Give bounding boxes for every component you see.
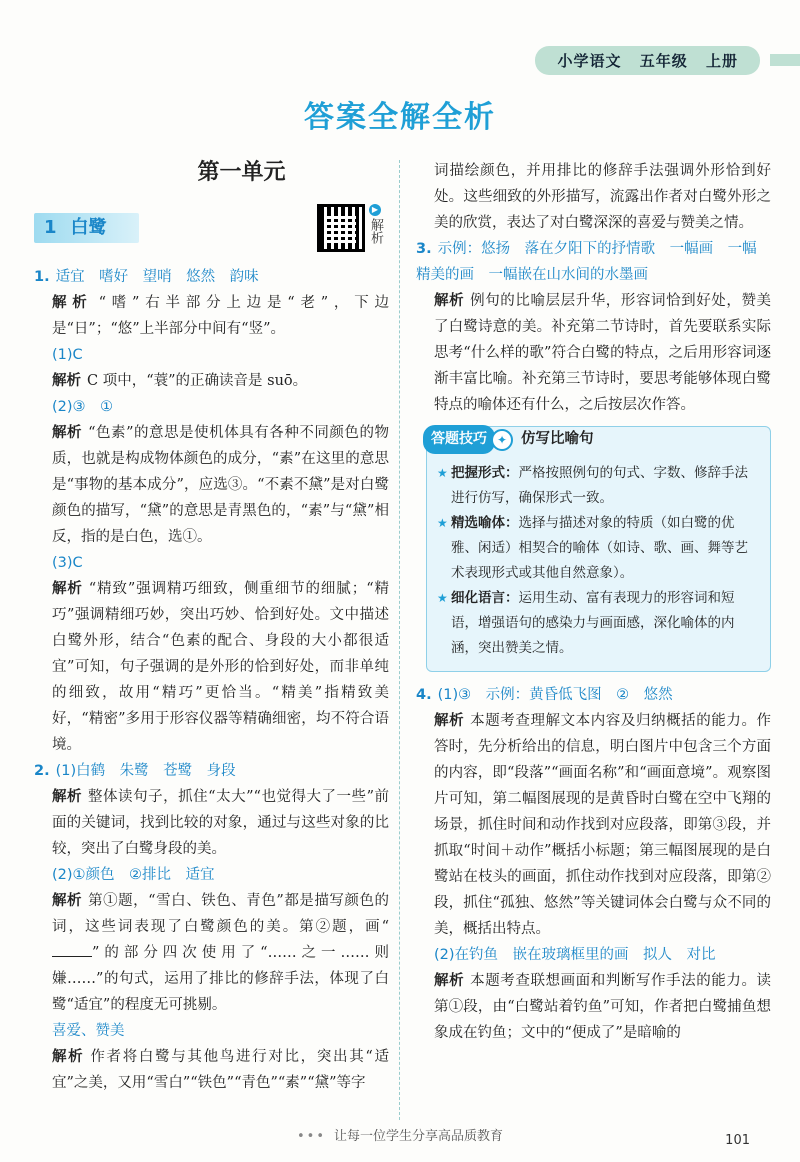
play-icon: ▶ <box>369 204 381 216</box>
right-column <box>416 158 771 1046</box>
q1-1-explanation <box>34 368 389 394</box>
subject-label: 小学语文 <box>557 52 622 70</box>
q2-1-explanation-text: 整体读句子，抓住“太大”“也觉得大了一些”前面的关键词，找到比较的对象，通过与这些对象的比较，突出了白鹭身段的美。 <box>52 789 389 857</box>
analysis-tag: 解析 <box>52 1049 85 1065</box>
tip-item <box>437 511 756 586</box>
q3-answer <box>416 236 771 288</box>
tip-header <box>423 425 594 454</box>
analysis-tag: 解析 <box>434 713 465 729</box>
q1-1-explanation-text: C 项中，“蓑”的正确读音是 suō。 <box>87 373 308 389</box>
q1-number: 1. <box>34 269 50 285</box>
q2-1-answer-text: (1)白鹤 朱鹭 苍鹭 身段 <box>55 763 236 779</box>
analysis-tag: 解析 <box>52 581 83 597</box>
q4-1-answer <box>416 682 771 708</box>
tip-item-head: 精选喻体： <box>451 515 519 531</box>
q3-explanation <box>416 288 771 418</box>
qr-code-icon[interactable] <box>317 204 365 252</box>
q1-3-explanation <box>34 576 389 758</box>
footer-dots: ••• <box>296 1129 326 1144</box>
q1-explanation-text: “嗜”右半部分上边是“老”，下边是“日”；“悠”上半部分中间有“竖”。 <box>52 295 390 337</box>
tip-item <box>437 586 756 661</box>
analysis-tag: 解析 <box>52 425 83 441</box>
lesson-row <box>34 204 389 252</box>
q4-2-answer: (2)在钓鱼 嵌在玻璃框里的画 拟人 对比 <box>434 947 716 963</box>
tip-box <box>426 426 771 672</box>
tip-item-text: 严格按照例句的句式、字数、修辞手法进行仿写，确保形式一致。 <box>451 465 748 506</box>
tip-item-head: 细化语言： <box>451 590 519 606</box>
lightbulb-icon: ✦ <box>491 429 513 451</box>
q1-2-explanation-text: “色素”的意思是使机体具有各种不同颜色的物质，也就是构成物体颜色的成分，“素”在这里的意思是“事物的基本成分”，应选③。“不素不黛”是对白鹭颜色的描写，“黛”的意思是青黑色的，“素”与“黛”相反，指的是白色，选①。 <box>52 425 389 545</box>
q2-2-explanation <box>34 888 389 1018</box>
q3-explanation-text: 例句的比喻层层升华，形容词恰到好处，赞美了白鹭诗意的美。补充第二节诗时，首先要联系实际思考“什么样的歌”符合白鹭的特点，之后用形容词逐渐丰富比喻。补充第三节诗时，要思考能够体现白鹭特点的喻体还有什么，之后按层次作答。 <box>434 293 772 413</box>
qr-label: 解析 <box>368 218 383 244</box>
q3-answer-text: 示例：悠扬 落在夕阳下的抒情歌 一幅画 一幅精美的画 一幅嵌在山水间的水墨画 <box>416 241 757 283</box>
analysis-tag: 解析 <box>52 893 83 909</box>
lesson-number: 1 <box>44 217 57 238</box>
tip-item-head: 把握形式： <box>451 465 519 481</box>
qr-side <box>367 204 383 244</box>
star-icon: ★ <box>437 466 448 480</box>
q2-2-explanation-text-b: ”的部分四次使用了“……之一……则嫌……”的句式，运用了排比的修辞手法，体现了白鹭“适宜”的程度无可挑剔。 <box>52 945 389 1013</box>
q1-2-answer: (2)③ ① <box>52 399 114 415</box>
q1-answer-text: 适宜 嗜好 望哨 悠然 韵味 <box>55 269 259 285</box>
qr-block[interactable] <box>317 204 383 252</box>
volume-label: 上册 <box>705 52 738 70</box>
tip-item <box>437 461 756 511</box>
analysis-tag: 解析 <box>52 789 83 805</box>
q2-number: 2. <box>34 763 50 779</box>
tip-item-text: 选择与描述对象的特质（如白鹭的优雅、闲适）相契合的喻体（如诗、歌、画、舞等艺术表现形式或其他自然意象）。 <box>451 515 748 581</box>
q1-2-explanation <box>34 420 389 550</box>
q1-explanation <box>34 290 389 342</box>
tip-item-text: 运用生动、富有表现力的形容词和短语，增强语句的感染力与画面感，深化喻体的内涵，突出赞美之情。 <box>451 590 735 656</box>
left-column <box>34 160 389 1096</box>
lesson-name: 白鹭 <box>70 217 107 238</box>
analysis-tag: 解析 <box>434 973 465 989</box>
q3-number: 3. <box>416 241 432 257</box>
star-icon: ★ <box>437 516 448 530</box>
analysis-tag: 解析 <box>434 293 465 309</box>
header-line <box>770 54 800 66</box>
header-badge <box>535 46 760 75</box>
page-number: 101 <box>725 1133 750 1148</box>
q2-3-answer: 喜爱、赞美 <box>52 1023 125 1039</box>
q2-2-explanation-text-a: 第①题，“雪白、铁色、青色”都是描写颜色的词，这些词表现了白鹭颜色的美。第②题，画“ <box>52 893 389 935</box>
q2-3-explanation-continued: 词描绘颜色，并用排比的修辞手法强调外形恰到好处。这些细致的外形描写，流露出作者对白鹭外形之美的欣赏，表达了对白鹭深深的喜爱与赞美之情。 <box>434 163 771 231</box>
star-icon: ★ <box>437 591 448 605</box>
column-divider <box>399 160 400 1120</box>
footer <box>0 1125 800 1144</box>
q4-1-answer-text: (1)③ 示例：黄昏低飞图 ② 悠然 <box>437 687 673 703</box>
q2-1-explanation <box>34 784 389 862</box>
lesson-title <box>34 213 139 243</box>
tip-badge: 答题技巧 <box>423 425 495 454</box>
q4-2-explanation-text: 本题考查联想画面和判断写作手法的能力。读第①段，由“白鹭站着钓鱼”可知，作者把白鹭捕鱼想象成在钓鱼；文中的“便成了”是暗喻的 <box>434 973 772 1041</box>
page-title: 答案全解全析 <box>304 100 496 135</box>
q4-number: 4. <box>416 687 432 703</box>
grade-label: 五年级 <box>639 52 688 70</box>
q4-1-explanation-text: 本题考查理解文本内容及归纳概括的能力。作答时，先分析给出的信息，明白图片中包含三个方面的内容，即“段落”“画面名称”和“画面意境”。观察图片可知，第二幅图展现的是黄昏时白鹭在空中飞翔的场景，抓住时间和动作找到对应段落，即第③段，并抓取“时间＋动作”概括小标题；第三幅图展现的是白鹭站在枝头的画面，抓住动作找到对应段落，即第②段，抓住“孤独、悠然”等关键词体会白鹭与众不同的美，概括出特点。 <box>434 713 772 937</box>
q1-1-answer: (1)C <box>52 347 83 363</box>
analysis-tag: 解析 <box>52 373 81 389</box>
q2-3-explanation-text: 作者将白鹭与其他鸟进行对比，突出其“适宜”之美，又用“雪白”“铁色”“青色”“素”“黛”等字 <box>52 1049 389 1091</box>
blank-underline <box>52 943 92 957</box>
q4-1-explanation <box>416 708 771 942</box>
q4-2-explanation <box>416 968 771 1046</box>
unit-title: 第一单元 <box>197 160 286 185</box>
q2-2-answer: (2)①颜色 ②排比 适宜 <box>52 867 215 883</box>
tip-title: 仿写比喻句 <box>521 431 594 447</box>
q2-1-answer <box>34 758 389 784</box>
q1-3-answer: (3)C <box>52 555 83 571</box>
q2-3-explanation <box>34 1044 389 1096</box>
q1-3-explanation-text: “精致”强调精巧细致，侧重细节的细腻；“精巧”强调精细巧妙，突出巧妙、恰到好处。文中描述白鹭外形，结合“色素的配合、身段的大小都很适宜”可知，句子强调的是外形的恰到好处，而非单纯的细致，故用“精巧”更恰当。“精美”指精致美好，“精密”多用于形容仪器等精确细密，均不符合语境。 <box>52 581 389 753</box>
analysis-tag: 解析 <box>52 295 93 311</box>
footer-slogan: 让每一位学生分享高品质教育 <box>334 1129 504 1144</box>
q1-answer <box>34 264 389 290</box>
